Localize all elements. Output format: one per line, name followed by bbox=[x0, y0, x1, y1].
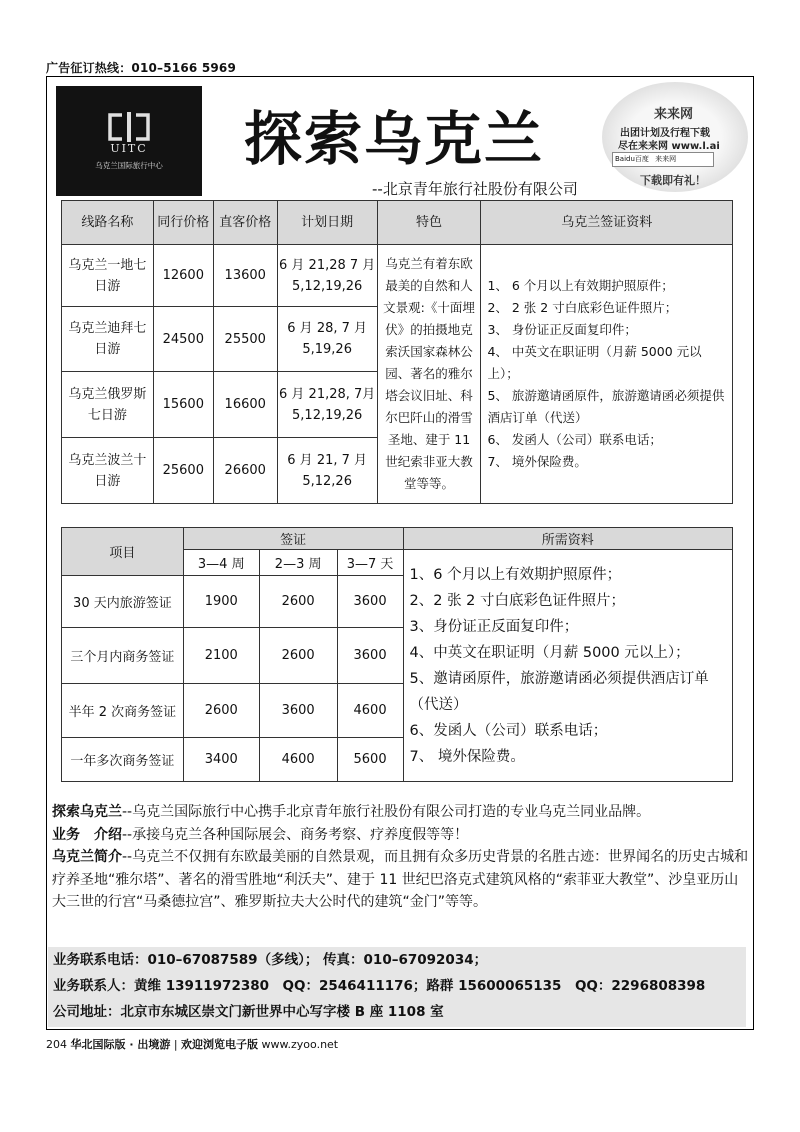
visa-type: 30 天内旅游签证 bbox=[62, 576, 184, 628]
route-name: 乌克兰迪拜七日游 bbox=[62, 307, 154, 372]
list-item: 1、 6 个月以上有效期护照原件； bbox=[487, 278, 674, 293]
footer-divider: | bbox=[173, 1038, 182, 1051]
footer-tagline: 欢迎浏览电子版 bbox=[181, 1038, 259, 1051]
intro-paragraph bbox=[52, 801, 752, 824]
header-peer-price: 同行价格 bbox=[153, 201, 213, 245]
page-number: 204 bbox=[46, 1038, 67, 1051]
footer-url[interactable]: www.zyoo.net bbox=[261, 1038, 339, 1051]
tour-table bbox=[61, 200, 733, 504]
header-dates: 计划日期 bbox=[277, 201, 377, 245]
list-item: 3、身份证正反面复印件； bbox=[409, 618, 579, 635]
duration-header: 3—4 周 bbox=[183, 550, 259, 576]
visa-price: 4600 bbox=[259, 738, 337, 782]
page-subtitle: --北京青年旅行社股份有限公司 bbox=[372, 180, 578, 198]
route-name: 乌克兰一地七日游 bbox=[62, 245, 154, 307]
tour-dates: 6 月 28, 7 月 5,19,26 bbox=[277, 307, 377, 372]
list-item: 4、中英文在职证明（月薪 5000 元以上）； bbox=[409, 644, 690, 661]
edition-name: 华北国际版 · 出境游 bbox=[70, 1038, 171, 1051]
ad-search-text: 来来网 bbox=[655, 155, 677, 163]
intro-paragraph bbox=[52, 846, 752, 914]
visa-price-table bbox=[61, 527, 733, 782]
tour-dates: 6 月 21,28 7 月 5,12,19,26 bbox=[277, 245, 377, 307]
list-item: 2、 2 张 2 寸白底彩色证件照片； bbox=[487, 300, 678, 315]
list-item: 3、 身份证正反面复印件； bbox=[487, 322, 637, 337]
header-route: 线路名称 bbox=[62, 201, 154, 245]
list-item: 4、 中英文在职证明（月薪 5000 元以上）； bbox=[487, 344, 702, 381]
list-item: 7、 境外保险费。 bbox=[487, 454, 587, 469]
intro-text: --承接乌克兰各种国际展会、商务考察、疗养度假等等！ bbox=[122, 826, 469, 843]
ad-search-brand: Baidu百度 bbox=[615, 155, 649, 163]
ad-search-box bbox=[612, 152, 714, 167]
intro-paragraph bbox=[52, 824, 752, 847]
list-item: 5、 旅游邀请函原件，旅游邀请函必须提供酒店订单（代送） bbox=[487, 388, 725, 425]
list-item: 7、 境外保险费。 bbox=[409, 748, 525, 765]
contact-box bbox=[48, 947, 746, 1027]
visa-price: 2600 bbox=[259, 576, 337, 628]
direct-price: 26600 bbox=[213, 438, 277, 504]
list-item: 5、邀请函原件，旅游邀请函必须提供酒店订单（代送） bbox=[409, 670, 709, 713]
contact-phone: 业务联系电话：010–67087589（多线）； 传真：010–67092034； bbox=[53, 952, 488, 968]
required-docs-list bbox=[403, 550, 732, 782]
visa-price: 5600 bbox=[337, 738, 403, 782]
header-feature: 特色 bbox=[377, 201, 481, 245]
visa-docs-list bbox=[481, 245, 733, 504]
header-visa-docs: 乌克兰签证资料 bbox=[481, 201, 733, 245]
direct-price: 13600 bbox=[213, 245, 277, 307]
ad-line-1: 出团计划及行程下载 bbox=[620, 128, 710, 139]
visa-price: 3400 bbox=[183, 738, 259, 782]
uitc-logo-mark-icon bbox=[104, 112, 154, 142]
uitc-logo bbox=[56, 86, 202, 196]
visa-type: 三个月内商务签证 bbox=[62, 628, 184, 684]
intro-section bbox=[52, 801, 752, 914]
route-name: 乌克兰波兰十日游 bbox=[62, 438, 154, 504]
list-item: 6、 发函人（公司）联系电话； bbox=[487, 432, 662, 447]
intro-text: --乌克兰不仅拥有东欧最美丽的自然景观，而且拥有众多历史背景的名胜古迹：世界闻名的历史古城和疗养圣地“雅尔塔”、著名的滑雪胜地“利沃夫”、建于 11 世纪巴洛克式建筑风格的“索菲亚大教堂”、沙皇亚历山大三世的行宫“马桑德拉宫”、雅罗斯拉夫大公时代的建筑“金门”等等。 bbox=[52, 849, 749, 910]
visa-price: 4600 bbox=[337, 684, 403, 738]
footer bbox=[46, 1036, 338, 1052]
intro-label: 乌克兰简介 bbox=[52, 849, 122, 865]
page-title: 探索乌克兰 bbox=[244, 105, 545, 173]
visa-price: 2600 bbox=[183, 684, 259, 738]
peer-price: 25600 bbox=[153, 438, 213, 504]
header-item: 项目 bbox=[62, 528, 184, 576]
duration-header: 3—7 天 bbox=[337, 550, 403, 576]
route-name: 乌克兰俄罗斯七日游 bbox=[62, 372, 154, 438]
contact-persons: 业务联系人：黄维 13911972380 QQ：2546411176；路群 15600065135 QQ：2296808398 bbox=[53, 978, 706, 994]
header-docs: 所需资料 bbox=[403, 528, 732, 550]
tour-dates: 6 月 21, 7 月 5,12,26 bbox=[277, 438, 377, 504]
list-item: 2、2 张 2 寸白底彩色证件照片； bbox=[409, 592, 626, 609]
ad-gift: 下载即有礼！ bbox=[640, 174, 706, 187]
intro-label: 业务 介绍 bbox=[52, 826, 122, 843]
duration-header: 2—3 周 bbox=[259, 550, 337, 576]
direct-price: 25500 bbox=[213, 307, 277, 372]
peer-price: 12600 bbox=[153, 245, 213, 307]
header-visa: 签证 bbox=[183, 528, 403, 550]
visa-price: 1900 bbox=[183, 576, 259, 628]
peer-price: 24500 bbox=[153, 307, 213, 372]
ad-line-2: 尽在来来网 www.l.ai bbox=[618, 141, 720, 152]
peer-price: 15600 bbox=[153, 372, 213, 438]
intro-text: --乌克兰国际旅行中心携手北京青年旅行社股份有限公司打造的专业乌克兰同业品牌。 bbox=[122, 804, 651, 820]
visa-price: 3600 bbox=[337, 576, 403, 628]
direct-price: 16600 bbox=[213, 372, 277, 438]
ad-logo: 来来网 bbox=[654, 107, 694, 122]
intro-label: 探索乌克兰 bbox=[52, 804, 122, 820]
visa-price: 2100 bbox=[183, 628, 259, 684]
visa-type: 一年多次商务签证 bbox=[62, 738, 184, 782]
contact-address: 公司地址：北京市东城区崇文门新世界中心写字楼 B 座 1108 室 bbox=[53, 1004, 444, 1020]
header-direct-price: 直客价格 bbox=[213, 201, 277, 245]
logo-subtitle: 乌克兰国际旅行中心 bbox=[95, 161, 163, 170]
list-item: 6、发函人（公司）联系电话； bbox=[409, 722, 608, 739]
ad-hotline: 广告征订热线：010–5166 5969 bbox=[46, 61, 237, 75]
table-row bbox=[62, 245, 733, 307]
logo-name: UITC bbox=[110, 142, 148, 155]
list-item: 1、6 个月以上有效期护照原件； bbox=[409, 566, 622, 583]
visa-price: 3600 bbox=[259, 684, 337, 738]
visa-price: 3600 bbox=[337, 628, 403, 684]
feature-text: 乌克兰有着东欧最美的自然和人文景观:《十面埋伏》的拍摄地克索沃国家森林公园、著名的雅尔塔会议旧址、科尔巴阡山的滑雪圣地、建于 11 世纪索非亚大教堂等等。 bbox=[377, 245, 481, 504]
tour-dates: 6 月 21,28, 7月5,12,19,26 bbox=[277, 372, 377, 438]
visa-type: 半年 2 次商务签证 bbox=[62, 684, 184, 738]
visa-price: 2600 bbox=[259, 628, 337, 684]
